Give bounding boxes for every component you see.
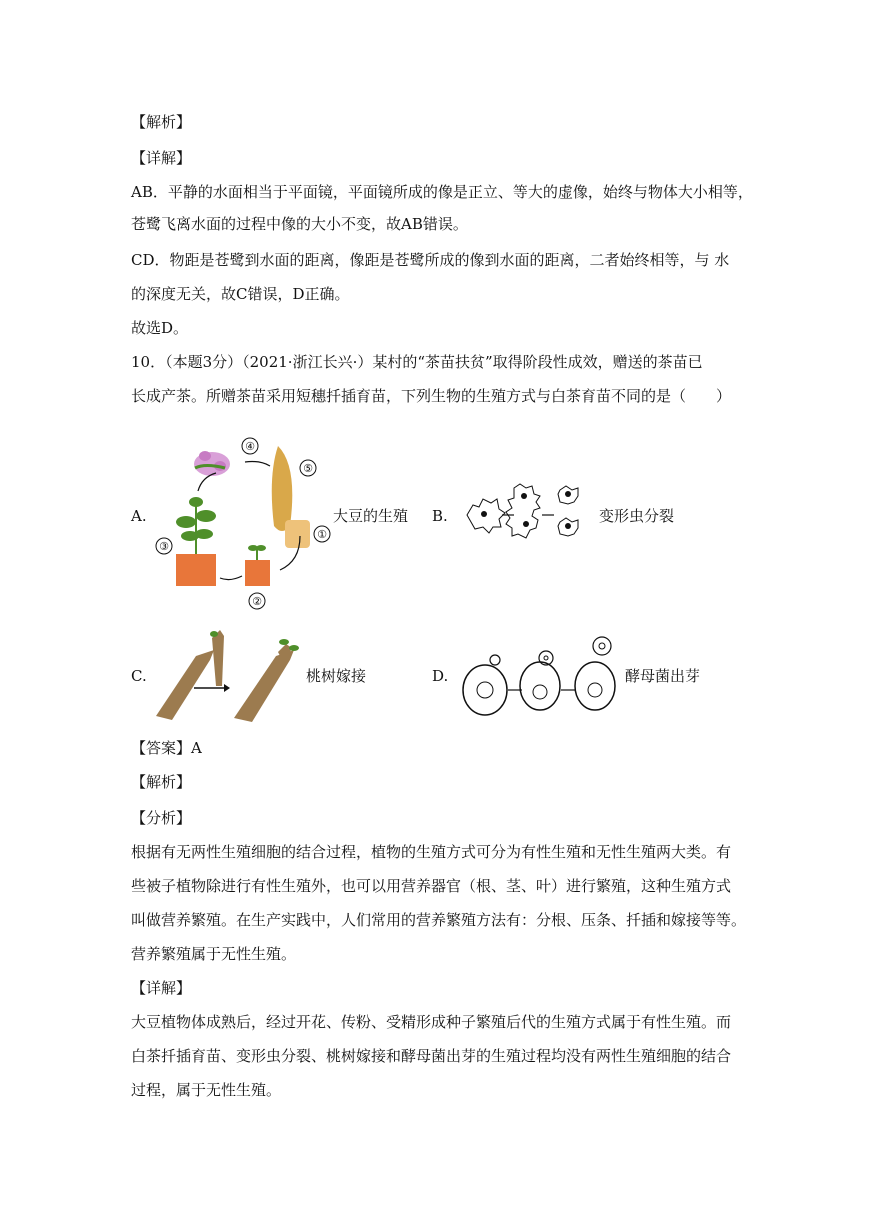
- pod-image: [272, 446, 293, 531]
- cycle-number-2: ②: [252, 595, 262, 608]
- paragraph-line: 过程，属于无性生殖。: [131, 1081, 282, 1099]
- plant-image: [176, 554, 216, 586]
- cycle-number-4: ④: [245, 440, 255, 453]
- paragraph-line: 根据有无两性生殖细胞的结合过程，植物的生殖方式可分为有性生殖和无性生殖两大类。有: [131, 843, 732, 861]
- paragraph-line: 大豆植物体成熟后，经过开花、传粉、受精形成种子繁殖后代的生殖方式属于有性生殖。而: [131, 1013, 732, 1031]
- option-b-label: B.: [432, 507, 448, 525]
- paragraph-line: 些被子植物除进行有性生殖外，也可以用营养器官（根、茎、叶）进行繁殖，这种生殖方式: [131, 877, 732, 895]
- cycle-number-1: ①: [317, 528, 327, 541]
- option-c-caption: 桃树嫁接: [306, 667, 367, 685]
- cycle-number-3: ③: [159, 540, 169, 553]
- paragraph-line: 叫做营养繁殖。在生产实践中，人们常用的营养繁殖方法有：分根、压条、扦插和嫁接等等。: [131, 911, 747, 929]
- analysis-heading: 【解析】: [131, 113, 192, 131]
- detail-heading: 【详解】: [131, 979, 192, 997]
- paragraph-line: CD．物距是苍鹭到水面的距离，像距是苍鹭所成的像到水面的距离，二者始终相等，与 水: [131, 251, 730, 269]
- amoeba-division-figure: [462, 480, 587, 545]
- cycle-number-5: ⑤: [303, 462, 313, 475]
- flower-image: [194, 451, 230, 476]
- paragraph-line: 故选D。: [131, 319, 189, 337]
- paragraph-line: 白茶扦插育苗、变形虫分裂、桃树嫁接和酵母菌出芽的生殖过程均没有两性生殖细胞的结合: [131, 1047, 732, 1065]
- option-b-caption: 变形虫分裂: [599, 507, 675, 525]
- soybean-cycle-figure: [150, 436, 340, 611]
- option-c-label: C.: [131, 667, 147, 685]
- peach-grafting-figure: [154, 628, 304, 723]
- option-a-caption: 大豆的生殖: [333, 507, 409, 525]
- option-d-caption: 酵母菌出芽: [625, 667, 701, 685]
- seed-image: [285, 520, 310, 548]
- analysis-heading: 【解析】: [131, 773, 192, 791]
- paragraph-line: 营养繁殖属于无性生殖。: [131, 945, 297, 963]
- answer-line: 【答案】A: [131, 739, 202, 757]
- analysis-subheading: 【分析】: [131, 809, 192, 827]
- question-line: 10．（本题3分）（2021·浙江长兴·）某村的“茶苗扶贫”取得阶段性成效，赠送的茶苗已: [131, 353, 703, 371]
- paragraph-line: 苍鹭飞离水面的过程中像的大小不变，故AB错误。: [131, 215, 468, 233]
- option-d-label: D.: [432, 667, 449, 685]
- detail-heading: 【详解】: [131, 149, 192, 167]
- paragraph-line: 的深度无关，故C错误，D正确。: [131, 285, 350, 303]
- yeast-budding-figure: [460, 632, 620, 716]
- seedling-image: [245, 560, 270, 586]
- option-a-label: A.: [131, 507, 147, 525]
- paragraph-line: AB．平静的水面相当于平面镜，平面镜所成的像是正立、等大的虚像，始终与物体大小相等，: [131, 183, 753, 201]
- question-line: 长成产茶。所赠茶苗采用短穗扦插育苗，下列生物的生殖方式与白茶育苗不同的是（ ）: [131, 387, 732, 405]
